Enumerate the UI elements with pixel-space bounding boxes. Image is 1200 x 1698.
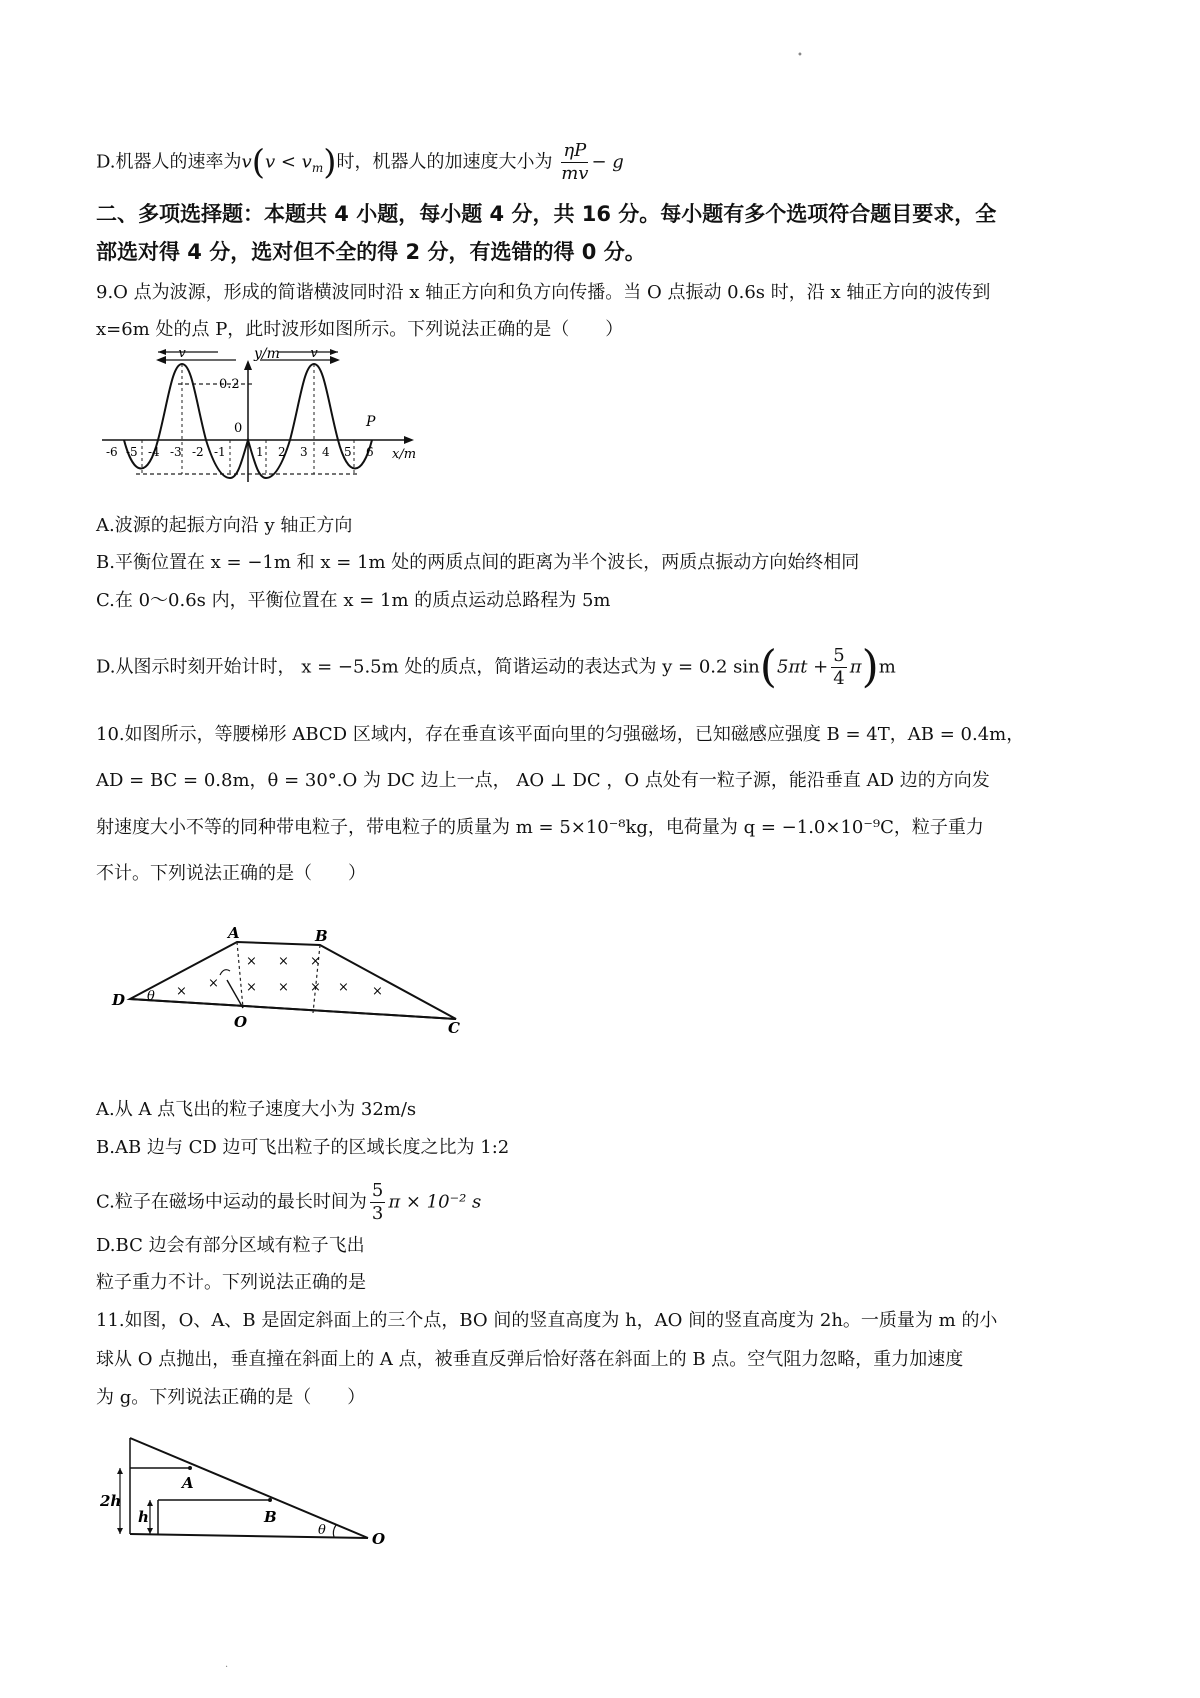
- q10-option-d: D.BC 边会有部分区域有粒子飞出: [96, 1235, 365, 1256]
- q9-tick-labels: [106, 445, 374, 459]
- scan-speck: ·: [225, 1662, 229, 1673]
- q10-stem-line4: 不计。下列说法正确的是（ ）: [96, 863, 366, 884]
- q10-label-d: D: [112, 991, 126, 1009]
- q10-cross: ×: [310, 954, 321, 969]
- q9-origin-label: 0: [234, 421, 243, 436]
- q9-tick: -2: [192, 445, 204, 459]
- q10-option-a: A.从 A 点飞出的粒子速度大小为 32m/s: [96, 1099, 417, 1120]
- q10-extra-line: 粒子重力不计。下列说法正确的是: [96, 1272, 366, 1293]
- q11-label-b: B: [264, 1508, 277, 1526]
- q9-option-b: B.平衡位置在 x = −1m 和 x = 1m 处的两质点间的距离为半个波长，两质点振动方向始终相同: [96, 552, 860, 573]
- q9-tick: 4: [322, 445, 330, 459]
- q10-cross: ×: [176, 984, 187, 999]
- q9-x-axis-label: x/m: [392, 447, 417, 462]
- q10-cross: ×: [310, 980, 321, 995]
- q9-option-d: D.从图示时刻开始计时， x = −5.5m 处的质点，简谐运动的表达式为 y = 0.2 sin(5πt + $\frac{5}{4}$ π)m: [96, 641, 896, 693]
- q9-tick: -1: [214, 445, 226, 459]
- section2-heading-line2: 部选对得 4 分，选对但不全的得 2 分，有选错的得 0 分。: [96, 240, 646, 264]
- q9-option-c: C.在 0～0.6s 内，平衡位置在 x = 1m 的质点运动总路程为 5m: [96, 590, 611, 611]
- q9-point-p-label: P: [366, 414, 376, 430]
- q10-cross: ×: [246, 980, 257, 995]
- q9-tick: 1: [256, 445, 264, 459]
- q10-label-b: B: [315, 927, 328, 945]
- q10-stem-line3: 射速度大小不等的同种带电粒子，带电粒子的质量为 m = 5×10⁻⁸kg，电荷量为 q = −1.0×10⁻⁹C，粒子重力: [96, 817, 984, 838]
- q9-stem-line1: 9.O 点为波源，形成的简谐横波同时沿 x 轴正方向和负方向传播。当 O 点振动 0.6s 时，沿 x 轴正方向的波传到: [96, 282, 991, 303]
- q10-cross: ×: [278, 954, 289, 969]
- section2-heading-line1: 二、多项选择题：本题共 4 小题，每小题 4 分，共 16 分。每小题有多个选项符合题目要求，全: [96, 202, 997, 226]
- q11-label-h: h: [138, 1508, 149, 1526]
- q9-y-axis-label: y/m: [254, 346, 280, 362]
- q9-v-left-label: v: [178, 346, 186, 361]
- q9-tick: 2: [278, 445, 286, 459]
- q9-tick: -4: [148, 445, 160, 459]
- q9-amplitude-label: 0.2: [219, 377, 240, 392]
- q9-tick: -5: [126, 445, 138, 459]
- q9-tick: 3: [300, 445, 308, 459]
- q10-cross: ×: [338, 980, 349, 995]
- q8-fraction: $\frac{\eta P}{mv}$: [561, 140, 589, 184]
- q11-label-a: A: [182, 1474, 194, 1492]
- q10-cross: ×: [246, 954, 257, 969]
- q11-stem-line1: 11.如图，O、A、B 是固定斜面上的三个点，BO 间的竖直高度为 h，AO 间的竖直高度为 2h。一质量为 m 的小: [96, 1310, 998, 1331]
- q9-option-a: A.波源的起振方向沿 y 轴正方向: [96, 515, 353, 536]
- q9-stem-line2: x=6m 处的点 P，此时波形如图所示。下列说法正确的是（ ）: [96, 319, 624, 340]
- q10-label-c: C: [448, 1019, 460, 1037]
- q11-stem-line2: 球从 O 点抛出，垂直撞在斜面上的 A 点，被垂直反弹后恰好落在斜面上的 B 点。空气阻力忽略，重力加速度: [96, 1349, 964, 1370]
- q9-tick: -3: [170, 445, 182, 459]
- q9-tick: -6: [106, 445, 118, 459]
- q10-label-a: A: [228, 924, 240, 942]
- q11-label-theta: θ: [318, 1523, 326, 1538]
- q10-cross: ×: [372, 984, 383, 999]
- q11-label-o: O: [372, 1530, 386, 1548]
- q10-cross: ×: [208, 976, 219, 991]
- q10-label-theta: θ: [147, 989, 155, 1004]
- q9-wave-figure: [96, 346, 476, 490]
- q10-label-o: O: [234, 1013, 248, 1031]
- q11-incline-figure: [100, 1430, 400, 1550]
- scan-speck: •: [797, 50, 803, 61]
- q8-option-d: D.机器人的速率为$v(v < v_m)$时，机器人的加速度大小为 $\frac{\eta P}{mv}$ − g: [96, 140, 624, 184]
- q9-tick: 6: [366, 445, 374, 459]
- q10-stem-line2: AD = BC = 0.8m，θ = 30°.O 为 DC 边上一点， AO ⊥ DC ，O 点处有一粒子源，能沿垂直 AD 边的方向发: [96, 770, 990, 791]
- q10-trapezoid-figure: [110, 925, 470, 1035]
- q10-stem-line1: 10.如图所示，等腰梯形 ABCD 区域内，存在垂直该平面向里的匀强磁场，已知磁感应强度 B = 4T，AB = 0.4m，: [96, 724, 1025, 745]
- q10-option-c: C.粒子在磁场中运动的最长时间为 $\frac{5}{3}$ π × 10⁻² s: [96, 1180, 482, 1224]
- q11-stem-line3: 为 g。下列说法正确的是（ ）: [96, 1387, 366, 1408]
- q10-cross: ×: [278, 980, 289, 995]
- q10-option-b: B.AB 边与 CD 边可飞出粒子的区域长度之比为 1:2: [96, 1137, 510, 1158]
- q9-v-right-label: v: [310, 346, 318, 361]
- q11-label-2h: 2h: [100, 1492, 122, 1510]
- q9-tick: 5: [344, 445, 352, 459]
- q10-field-crosses: [176, 954, 383, 999]
